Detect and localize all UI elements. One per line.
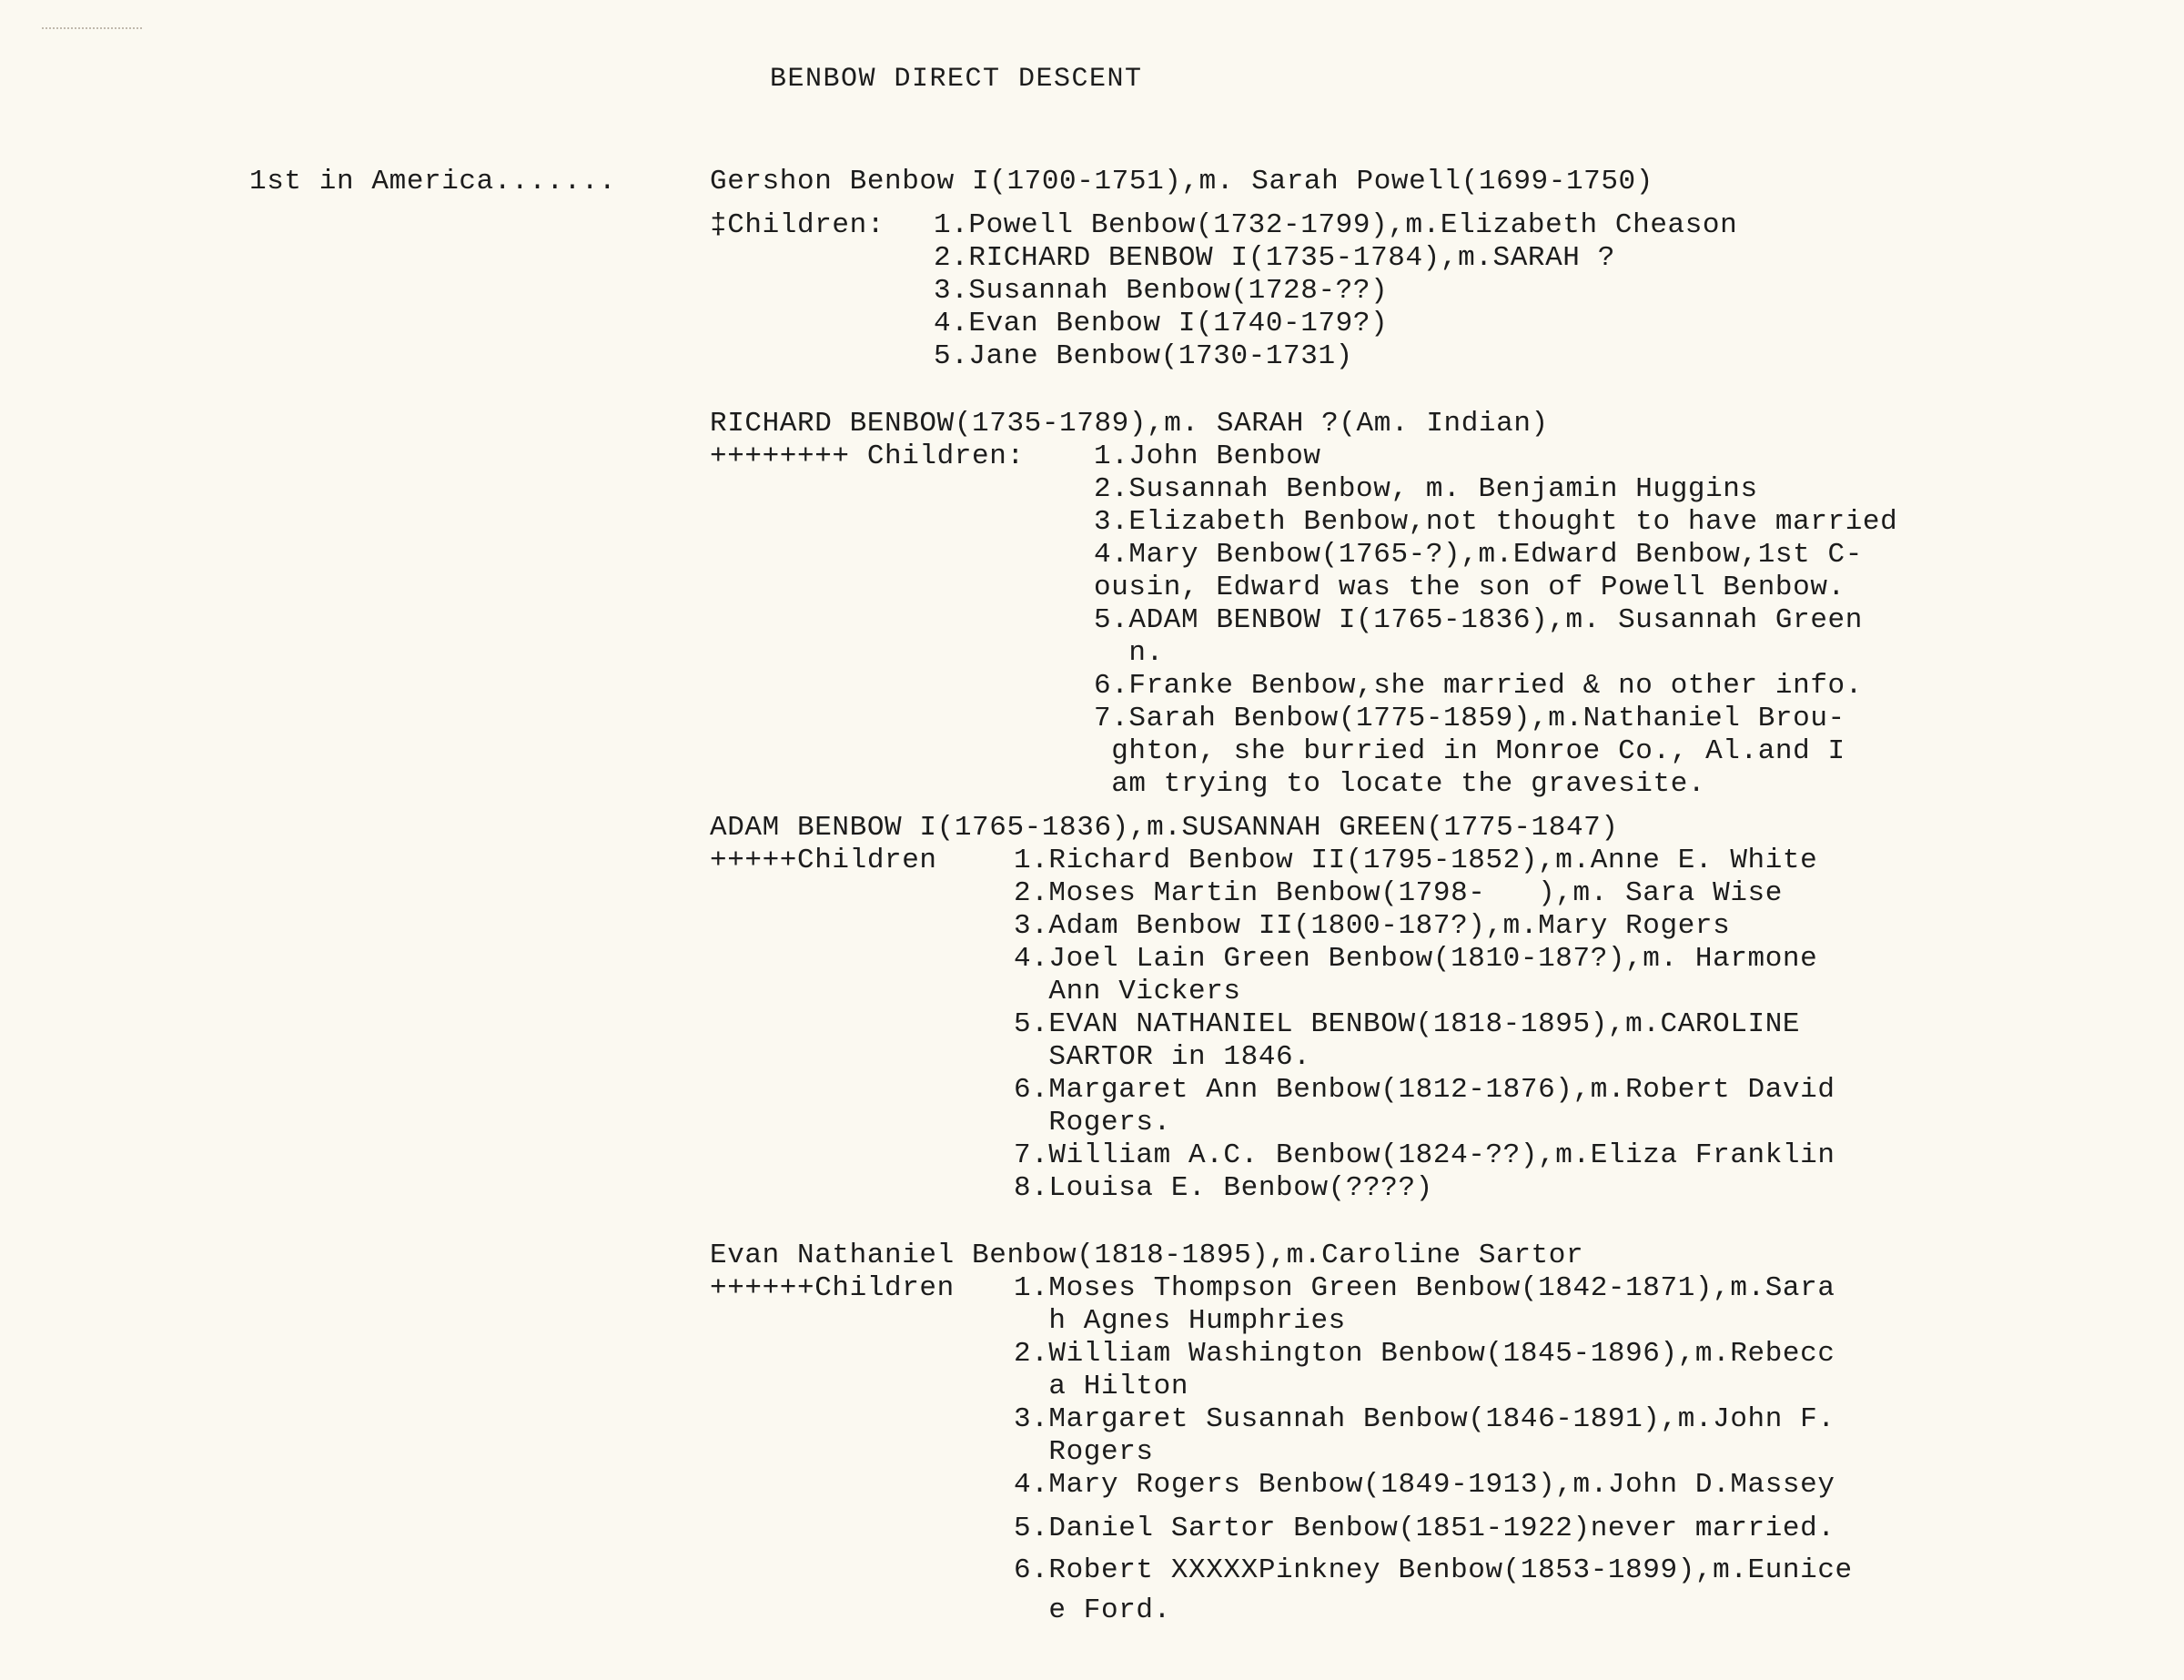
child-line: 2.William Washington Benbow(1845-1896),m.Rebecc: [1014, 1338, 1835, 1370]
child-line: Rogers: [1014, 1436, 1154, 1468]
child-line: 1.Powell Benbow(1732-1799),m.Elizabeth Cheason: [934, 209, 1738, 241]
child-line: 6.Robert XXXXXPinkney Benbow(1853-1899),m.Eunice: [1014, 1554, 1853, 1586]
child-line: 5.ADAM BENBOW I(1765-1836),m. Susannah Green: [1094, 604, 1863, 636]
child-line: 3.Susannah Benbow(1728-??): [934, 275, 1389, 307]
child-line: 7.Sarah Benbow(1775-1859),m.Nathaniel Brou-: [1094, 703, 1845, 734]
corner-smudge: [42, 27, 142, 36]
child-line: SARTOR in 1846.: [1014, 1041, 1311, 1073]
child-line: 3.Adam Benbow II(1800-187?),m.Mary Rogers: [1014, 910, 1731, 942]
child-line: 5.EVAN NATHANIEL BENBOW(1818-1895),m.CAROLINE: [1014, 1008, 1801, 1040]
child-line: 6.Franke Benbow,she married & no other info.: [1094, 670, 1863, 702]
section-lead: 1st in America.......: [249, 166, 617, 197]
child-line: 2.Moses Martin Benbow(1798- ),m. Sara Wise: [1014, 877, 1783, 909]
child-line: 2.Susannah Benbow, m. Benjamin Huggins: [1094, 473, 1758, 505]
child-line: 1.Moses Thompson Green Benbow(1842-1871),m.Sara: [1014, 1272, 1835, 1304]
child-line: a Hilton: [1014, 1371, 1189, 1402]
child-line: 4.Mary Benbow(1765-?),m.Edward Benbow,1st C-: [1094, 539, 1863, 571]
child-line: e Ford.: [1014, 1594, 1171, 1626]
section-head: Evan Nathaniel Benbow(1818-1895),m.Caroline Sartor: [710, 1240, 1584, 1271]
child-line: 2.RICHARD BENBOW I(1735-1784),m.SARAH ?: [934, 242, 1615, 274]
child-line: 5.Daniel Sartor Benbow(1851-1922)never married.: [1014, 1513, 1835, 1544]
children-prefix: ++++++Children: [710, 1272, 955, 1304]
child-line: 4.Mary Rogers Benbow(1849-1913),m.John D.Massey: [1014, 1469, 1835, 1501]
child-line: 4.Evan Benbow I(1740-179?): [934, 308, 1389, 339]
child-line: 7.William A.C. Benbow(1824-??),m.Eliza Franklin: [1014, 1139, 1835, 1171]
child-line: 1.Richard Benbow II(1795-1852),m.Anne E. White: [1014, 845, 1818, 876]
child-line: 8.Louisa E. Benbow(????): [1014, 1172, 1433, 1204]
child-line: Rogers.: [1014, 1107, 1171, 1139]
section-head: RICHARD BENBOW(1735-1789),m. SARAH ?(Am. Indian): [710, 408, 1549, 440]
children-prefix: +++++Children: [710, 845, 937, 876]
child-line: 6.Margaret Ann Benbow(1812-1876),m.Robert David: [1014, 1074, 1835, 1106]
child-line: 3.Margaret Susannah Benbow(1846-1891),m.John F.: [1014, 1403, 1835, 1435]
child-line: h Agnes Humphries: [1014, 1305, 1346, 1337]
child-line: 5.Jane Benbow(1730-1731): [934, 340, 1353, 372]
child-line: n.: [1094, 637, 1164, 669]
child-line: 1.John Benbow: [1094, 440, 1321, 472]
child-line: 3.Elizabeth Benbow,not thought to have married: [1094, 506, 1898, 538]
page-title: BENBOW DIRECT DESCENT: [770, 64, 1143, 95]
children-prefix: ‡Children:: [710, 209, 885, 241]
child-line: ghton, she burried in Monroe Co., Al.and I: [1094, 735, 1845, 767]
child-line: Ann Vickers: [1014, 976, 1241, 1007]
section-head: Gershon Benbow I(1700-1751),m. Sarah Powell(1699-1750): [710, 166, 1653, 197]
section-head: ADAM BENBOW I(1765-1836),m.SUSANNAH GREEN(1775-1847): [710, 812, 1619, 844]
child-line: ousin, Edward was the son of Powell Benbow.: [1094, 572, 1845, 603]
children-prefix: ++++++++ Children:: [710, 440, 1025, 472]
child-line: 4.Joel Lain Green Benbow(1810-187?),m. Harmone: [1014, 943, 1818, 975]
child-line: am trying to locate the gravesite.: [1094, 768, 1706, 800]
